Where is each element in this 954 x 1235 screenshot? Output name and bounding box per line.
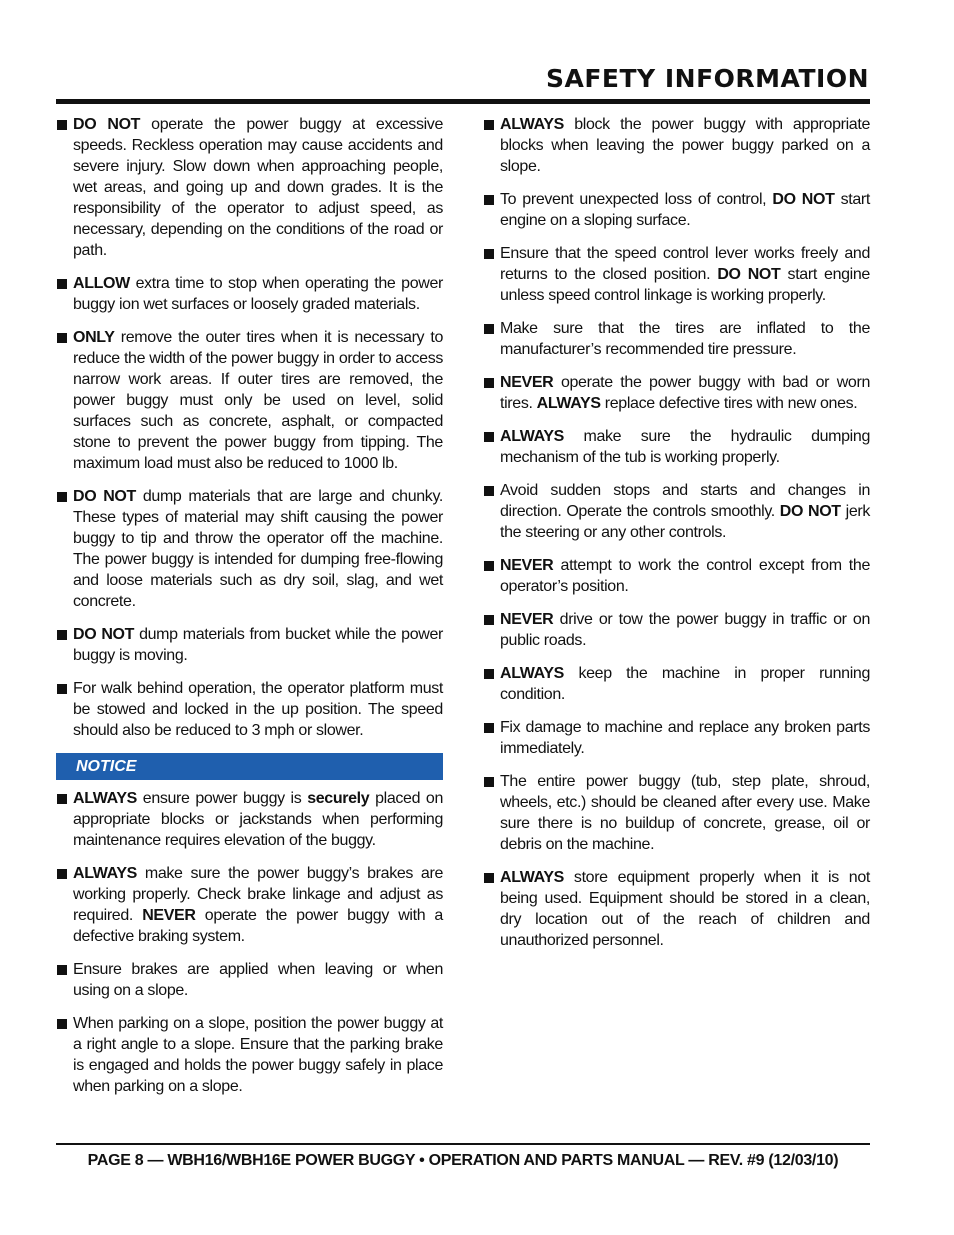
body-text: block the power buggy with appropriate blocks when leaving the power buggy parked on a slope.	[500, 116, 870, 175]
bullet-item	[56, 959, 443, 1001]
bullet-item	[483, 189, 870, 231]
emphasis-text: NEVER	[500, 611, 554, 628]
right-column	[483, 114, 870, 963]
body-text: start engine on a sloping surface.	[500, 191, 870, 229]
body-text: Fix damage to machine and replace any broken parts immediately.	[500, 719, 870, 757]
emphasis-text: ALWAYS	[500, 428, 564, 445]
body-text: replace defective tires with new ones.	[600, 395, 858, 412]
square-bullet-icon	[484, 615, 494, 625]
body-text: placed on appropriate blocks or jackstands when performing maintenance requires elevation of the buggy.	[73, 790, 444, 849]
bullet-item	[56, 624, 443, 666]
body-text: operate the power buggy with a defective braking system.	[73, 907, 443, 945]
body-text: Make sure that the tires are inflated to the manufacturer’s recommended tire pressure.	[500, 320, 870, 358]
body-text: dump materials from bucket while the power buggy is moving.	[73, 626, 444, 664]
square-bullet-icon	[484, 561, 494, 571]
emphasis-text: DO NOT	[73, 626, 135, 643]
page-footer: PAGE 8 — WBH16/WBH16E POWER BUGGY • OPERATION AND PARTS MANUAL — REV. #9 (12/03/10)	[87, 1152, 839, 1169]
footer-rule	[56, 1143, 870, 1145]
emphasis-text: ALWAYS	[500, 869, 564, 886]
square-bullet-icon	[484, 120, 494, 130]
emphasis-text: NEVER	[500, 374, 554, 391]
square-bullet-icon	[484, 669, 494, 679]
left-column	[56, 114, 443, 1109]
bullet-item	[483, 372, 870, 414]
square-bullet-icon	[484, 486, 494, 496]
notice-item-list	[56, 788, 443, 1097]
square-bullet-icon	[57, 1019, 67, 1029]
body-text: extra time to stop when operating the power buggy ion wet surfaces or loosely graded materials.	[73, 275, 443, 313]
emphasis-text: DO NOT	[772, 191, 835, 208]
bullet-item	[56, 1013, 443, 1097]
body-text: The entire power buggy (tub, step plate, shroud, wheels, etc.) should be cleaned after every use. Make sure there is no buildup of concrete, grease, oil or debris on the machine.	[500, 773, 870, 853]
square-bullet-icon	[57, 279, 67, 289]
left-item-list	[56, 114, 443, 741]
square-bullet-icon	[484, 378, 494, 388]
square-bullet-icon	[57, 492, 67, 502]
emphasis-text: ONLY	[73, 329, 115, 346]
bullet-item	[56, 273, 443, 315]
bullet-item	[56, 327, 443, 474]
body-text: dump materials that are large and chunky. These types of material may shift causing the power buggy to tip and throw the operator off the machine. The power buggy is intended for dumping free-flowing and loose materials such as dry soil, slag, and wet concrete.	[73, 488, 443, 610]
bullet-item	[56, 114, 443, 261]
bullet-item	[483, 114, 870, 177]
bullet-item	[483, 609, 870, 651]
bullet-item	[483, 867, 870, 951]
bullet-item	[483, 717, 870, 759]
bullet-item	[483, 426, 870, 468]
bullet-item	[56, 678, 443, 741]
emphasis-text: DO NOT	[779, 503, 841, 520]
bullet-item	[483, 480, 870, 543]
body-text: Ensure that the speed control lever works freely and returns to the closed position.	[500, 245, 870, 283]
body-text: operate the power buggy with bad or worn tires.	[500, 374, 870, 412]
emphasis-text: DO NOT	[717, 266, 781, 283]
bullet-item	[483, 243, 870, 306]
emphasis-text: NEVER	[500, 557, 554, 574]
body-text: start engine unless speed control linkage is working properly.	[500, 266, 870, 304]
body-text: operate the power buggy at excessive speeds. Reckless operation may cause accidents and severe injury. Slow down when approaching people, wet areas, and going up and down grades. It is the responsibility of the operator to adjust speed, as necessary, depending on the conditions of the road or path.	[73, 116, 443, 259]
body-text: remove the outer tires when it is necessary to reduce the width of the power buggy in order to access narrow work areas. If outer tires are removed, the power buggy must only be used on level, solid surfaces such as concrete, asphalt, or compacted stone to prevent the power buggy from tipping. The maximum load must also be reduced to 1000 lb.	[73, 329, 443, 472]
body-text: To prevent unexpected loss of control,	[500, 191, 773, 208]
bullet-item	[483, 318, 870, 360]
square-bullet-icon	[57, 794, 67, 804]
body-text: Ensure brakes are applied when leaving or when using on a slope.	[73, 961, 443, 999]
square-bullet-icon	[57, 869, 67, 879]
square-bullet-icon	[484, 432, 494, 442]
square-bullet-icon	[57, 965, 67, 975]
emphasis-text: securely	[307, 790, 370, 807]
page-title: SAFETY INFORMATION	[546, 64, 869, 93]
notice-banner: NOTICE	[56, 753, 443, 780]
bullet-item	[483, 771, 870, 855]
emphasis-text: DO NOT	[73, 488, 136, 505]
bullet-item	[56, 486, 443, 612]
bullet-item	[56, 788, 443, 851]
square-bullet-icon	[484, 195, 494, 205]
emphasis-text: ALWAYS	[73, 790, 137, 807]
body-text: make sure the power buggy’s brakes are working properly. Check brake linkage and adjust as required.	[73, 865, 443, 924]
body-text: store equipment properly when it is not being used. Equipment should be stored in a clean, dry location out of the reach of children and unauthorized personnel.	[500, 869, 870, 949]
body-text: make sure the hydraulic dumping mechanism of the tub is working properly.	[500, 428, 870, 466]
emphasis-text: ALWAYS	[73, 865, 137, 882]
emphasis-text: DO NOT	[73, 116, 141, 133]
right-item-list	[483, 114, 870, 951]
body-text: jerk the steering or any other controls.	[500, 503, 870, 541]
emphasis-text: ALLOW	[73, 275, 130, 292]
square-bullet-icon	[57, 120, 67, 130]
square-bullet-icon	[57, 333, 67, 343]
square-bullet-icon	[484, 777, 494, 787]
body-text: attempt to work the control except from the operator’s position.	[500, 557, 870, 595]
body-text: ensure power buggy is	[137, 790, 308, 807]
body-text: For walk behind operation, the operator platform must be stowed and locked in the up position. The speed should also be reduced to 3 mph or slower.	[73, 680, 443, 739]
body-text: Avoid sudden stops and starts and changes in direction. Operate the controls smoothly.	[500, 482, 870, 520]
square-bullet-icon	[484, 723, 494, 733]
body-text: keep the machine in proper running condition.	[500, 665, 870, 703]
header-rule	[56, 99, 870, 104]
emphasis-text: ALWAYS	[500, 665, 564, 682]
square-bullet-icon	[57, 630, 67, 640]
body-text: drive or tow the power buggy in traffic or on public roads.	[500, 611, 870, 649]
emphasis-text: ALWAYS	[500, 116, 564, 133]
square-bullet-icon	[484, 249, 494, 259]
bullet-item	[56, 863, 443, 947]
body-text: When parking on a slope, position the power buggy at a right angle to a slope. Ensure that the parking brake is engaged and holds the power buggy safely in place when parking on a slope.	[73, 1015, 443, 1095]
bullet-item	[483, 555, 870, 597]
bullet-item	[483, 663, 870, 705]
square-bullet-icon	[484, 873, 494, 883]
emphasis-text: NEVER	[142, 907, 196, 924]
square-bullet-icon	[484, 324, 494, 334]
emphasis-text: ALWAYS	[536, 395, 601, 412]
square-bullet-icon	[57, 684, 67, 694]
